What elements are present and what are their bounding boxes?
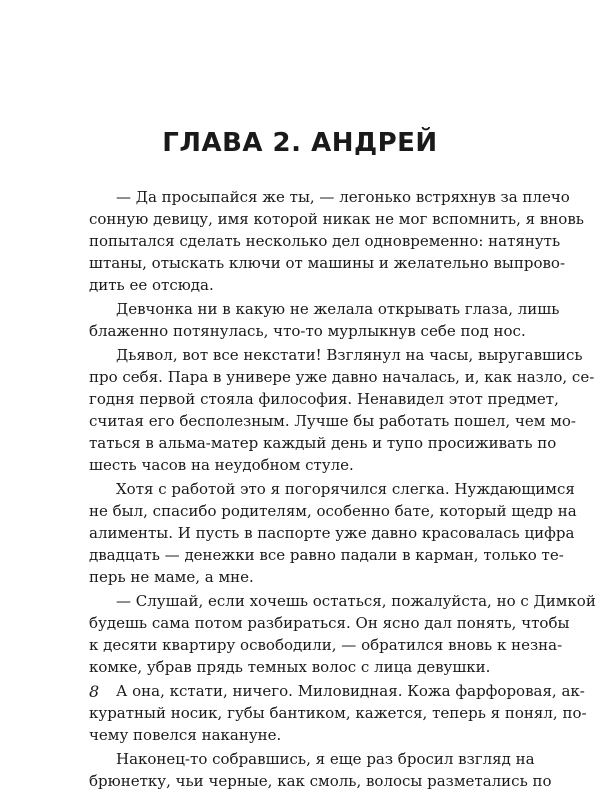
text-line: А она, кстати, ничего. Миловидная. Кожа фарфоровая, ак-: [116, 682, 585, 700]
paragraph: [89, 680, 587, 746]
paragraph: [89, 298, 560, 342]
text-line: Девчонка ни в какую не желала открывать глаза, лишь: [116, 300, 560, 318]
text-line: — Слушай, если хочешь остаться, пожалуйста, но с Димкой: [116, 592, 596, 610]
text-line: чему повелся накануне.: [89, 726, 282, 744]
text-line: куратный носик, губы бантиком, кажется, теперь я понял, по-: [89, 704, 587, 722]
text-line: будешь сама потом разбираться. Он ясно дал понять, чтобы: [89, 614, 570, 632]
text-line: комке, убрав прядь темных волос с лица девушки.: [89, 658, 491, 676]
paragraph: [89, 748, 552, 792]
text-line: дить ее отсюда.: [89, 276, 214, 294]
text-line: блаженно потянулась, что-то мурлыкнув себе под нос.: [89, 322, 526, 340]
text-line: брюнетку, чьи черные, как смоль, волосы разметались по: [89, 772, 552, 790]
chapter-title: ГЛАВА 2. АНДРЕЙ: [162, 128, 438, 158]
paragraph: [89, 186, 584, 296]
text-line: Наконец-то собравшись, я еще раз бросил взгляд на: [116, 750, 535, 768]
text-line: не был, спасибо родителям, особенно бате, который щедр на: [89, 502, 577, 520]
body-text: [89, 186, 596, 792]
text-line: считая его бесполезным. Лучше бы работать пошел, чем мо-: [89, 412, 576, 430]
text-line: алименты. И пусть в паспорте уже давно красовалась цифра: [89, 524, 575, 542]
paragraph: [89, 478, 577, 588]
page-number: 8: [89, 682, 100, 701]
text-line: годня первой стояла философия. Ненавидел этот предмет,: [89, 390, 559, 408]
text-line: попытался сделать несколько дел одновременно: натянуть: [89, 232, 561, 250]
text-line: шесть часов на неудобном стуле.: [89, 456, 354, 474]
text-line: про себя. Пара в универе уже давно началась, и, как назло, се-: [89, 368, 595, 386]
text-line: — Да просыпайся же ты, — легонько встряхнув за плечо: [116, 188, 570, 206]
text-line: Дьявол, вот все некстати! Взглянул на часы, выругавшись: [116, 346, 583, 364]
text-line: Хотя с работой это я погорячился слегка. Нуждающимся: [116, 480, 575, 498]
text-line: штаны, отыскать ключи от машины и желательно выпрово-: [89, 254, 566, 272]
text-line: двадцать — денежки все равно падали в карман, только те-: [89, 546, 564, 564]
text-line: к десяти квартиру освободили, — обратился вновь к незна-: [89, 636, 563, 654]
text-line: перь не маме, а мне.: [89, 568, 254, 586]
text-line: сонную девицу, имя которой никак не мог вспомнить, я вновь: [89, 210, 584, 228]
paragraph: [89, 344, 595, 476]
text-line: таться в альма-матер каждый день и тупо просиживать по: [89, 434, 557, 452]
paragraph: [89, 590, 596, 678]
